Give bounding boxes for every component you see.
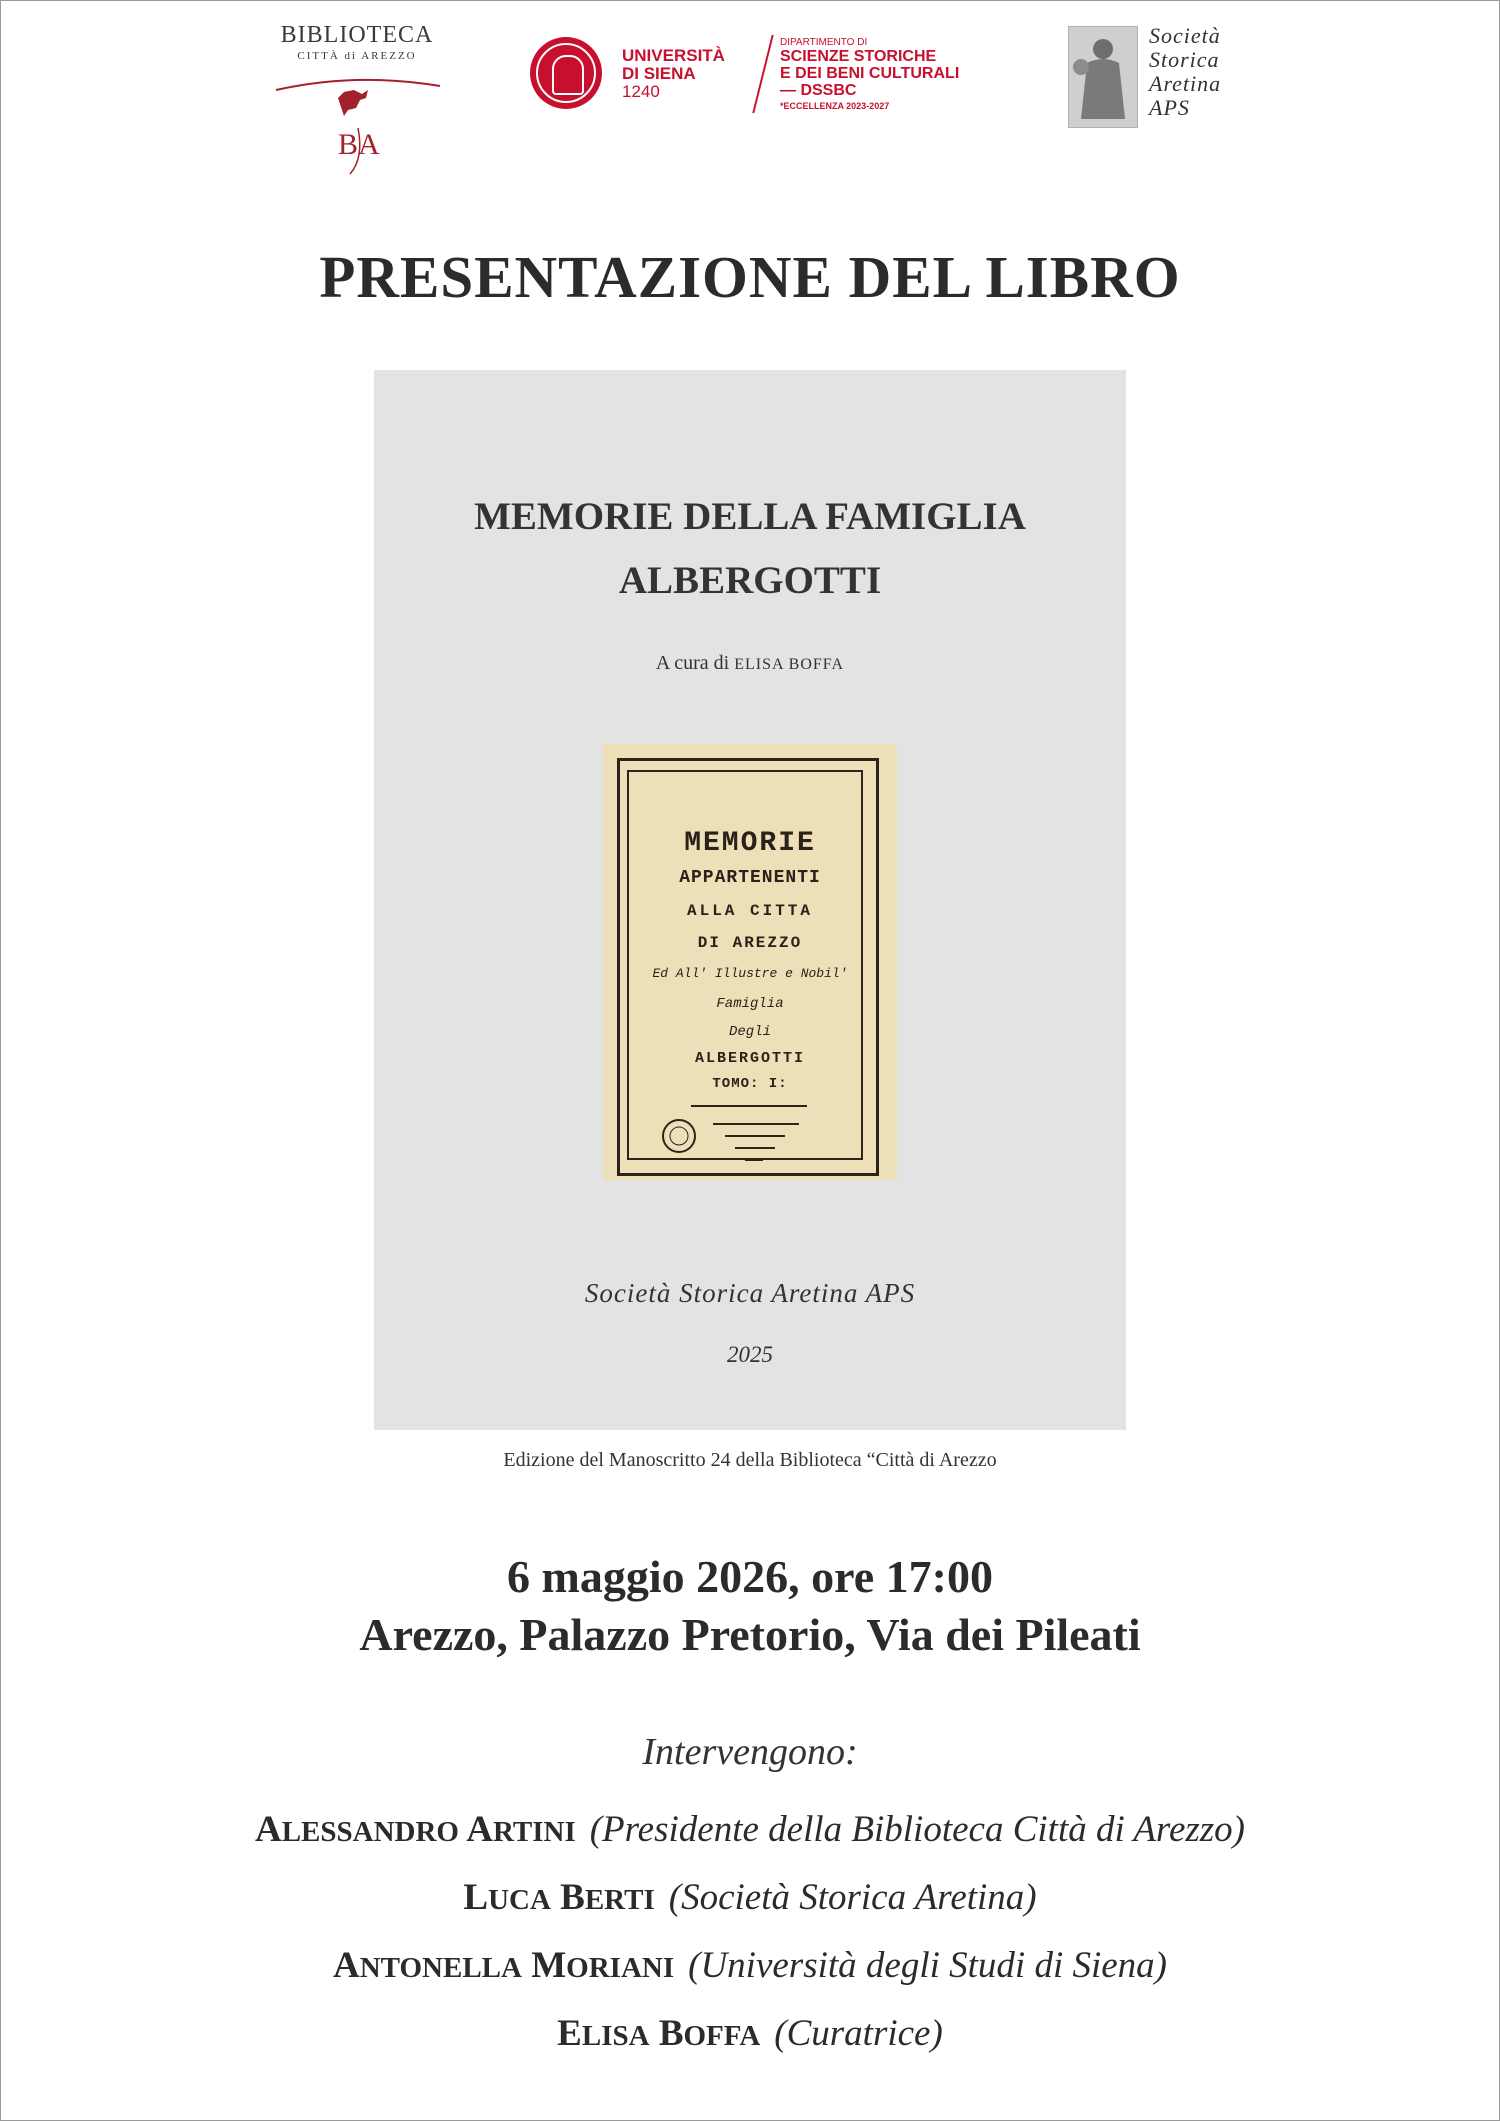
unisi-seal-icon	[530, 37, 602, 109]
manuscript-line: APPARTENENTI	[679, 868, 821, 888]
speaker-row	[0, 1876, 1500, 1919]
ssa-logo-text	[1149, 24, 1221, 120]
unisi-name	[622, 47, 725, 101]
unisi-name-line1: UNIVERSITÀ	[622, 46, 725, 65]
ssa-figure-icon	[1068, 26, 1138, 128]
speakers-heading: Intervengono:	[642, 1731, 858, 1773]
speaker-role: (Università degli Studi di Siena)	[688, 1945, 1167, 1986]
book-title	[374, 485, 1126, 613]
unisi-separator	[752, 35, 773, 113]
page-title: PRESENTAZIONE DEL LIBRO	[319, 244, 1181, 310]
unisi-department	[780, 37, 959, 111]
manuscript-line: ALBERGOTTI	[694, 1050, 805, 1067]
manuscript-line: DI AREZZO	[697, 934, 803, 952]
biblioteca-monogram: BA	[338, 128, 380, 161]
speaker-role: (Curatrice)	[774, 2013, 943, 2054]
dept-line2: E DEI BENI CULTURALI	[780, 65, 960, 82]
speaker-name: LUCA BERTI	[463, 1877, 655, 1918]
unisi-logo	[530, 35, 970, 115]
biblioteca-logo	[272, 22, 442, 172]
speaker-name: ELISA BOFFA	[557, 2013, 761, 2054]
unisi-name-line2: DI SIENA	[622, 64, 696, 83]
speaker-row	[0, 2012, 1500, 2055]
manuscript-line: Ed All' Illustre e Nobil'	[652, 966, 848, 981]
biblioteca-logo-subtitle: CITTÀ di AREZZO	[297, 50, 417, 62]
speaker-role: (Società Storica Aretina)	[668, 1877, 1037, 1918]
horse-monogram-icon	[272, 68, 442, 178]
speaker-row	[0, 1808, 1500, 1851]
ssa-line1: Società	[1149, 23, 1221, 48]
manuscript-line: MEMORIE	[684, 828, 816, 859]
manuscript-line: Degli	[728, 1024, 771, 1040]
ssa-line4: APS	[1149, 95, 1190, 120]
dept-excellence: *ECCELLENZA 2023-2027	[780, 101, 890, 111]
event-date: 6 maggio 2026, ore 17:00	[507, 1551, 993, 1602]
book-year: 2025	[727, 1342, 773, 1367]
book-editor	[374, 652, 1126, 675]
book-title-line2: ALBERGOTTI	[618, 559, 882, 602]
book-title-line1: MEMORIE DELLA FAMIGLIA	[474, 495, 1026, 538]
unisi-year: 1240	[622, 82, 660, 101]
event-place: Arezzo, Palazzo Pretorio, Via dei Pileati	[359, 1609, 1141, 1660]
edition-note: Edizione del Manoscritto 24 della Biblioteca “Città di Arezzo	[503, 1449, 997, 1471]
ssa-logo	[1066, 24, 1266, 134]
book-cover	[374, 370, 1126, 1430]
manuscript-line: ALLA CITTA	[686, 902, 813, 920]
manuscript-image	[603, 744, 897, 1180]
speaker-name: ANTONELLA MORIANI	[333, 1945, 675, 1986]
manuscript-seal-icon	[603, 744, 897, 1180]
speaker-row	[0, 1944, 1500, 1987]
speaker-role: (Presidente della Biblioteca Città di Arezzo)	[589, 1809, 1246, 1850]
ssa-line2: Storica	[1149, 47, 1220, 72]
manuscript-line: TOMO: I:	[712, 1076, 788, 1092]
manuscript-line: Famiglia	[716, 996, 784, 1012]
dept-prefix: DIPARTIMENTO DI	[780, 37, 868, 48]
editor-name: ELISA BOFFA	[734, 656, 845, 673]
book-publisher: Società Storica Aretina APS	[584, 1278, 916, 1308]
ssa-line3: Aretina	[1149, 71, 1222, 96]
dept-line3: — DSSBC	[780, 82, 857, 99]
speaker-name: ALESSANDRO ARTINI	[254, 1809, 576, 1850]
editor-prefix: A cura di	[655, 652, 730, 674]
dept-line1: SCIENZE STORICHE	[780, 48, 937, 65]
biblioteca-logo-title: BIBLIOTECA	[280, 22, 434, 48]
